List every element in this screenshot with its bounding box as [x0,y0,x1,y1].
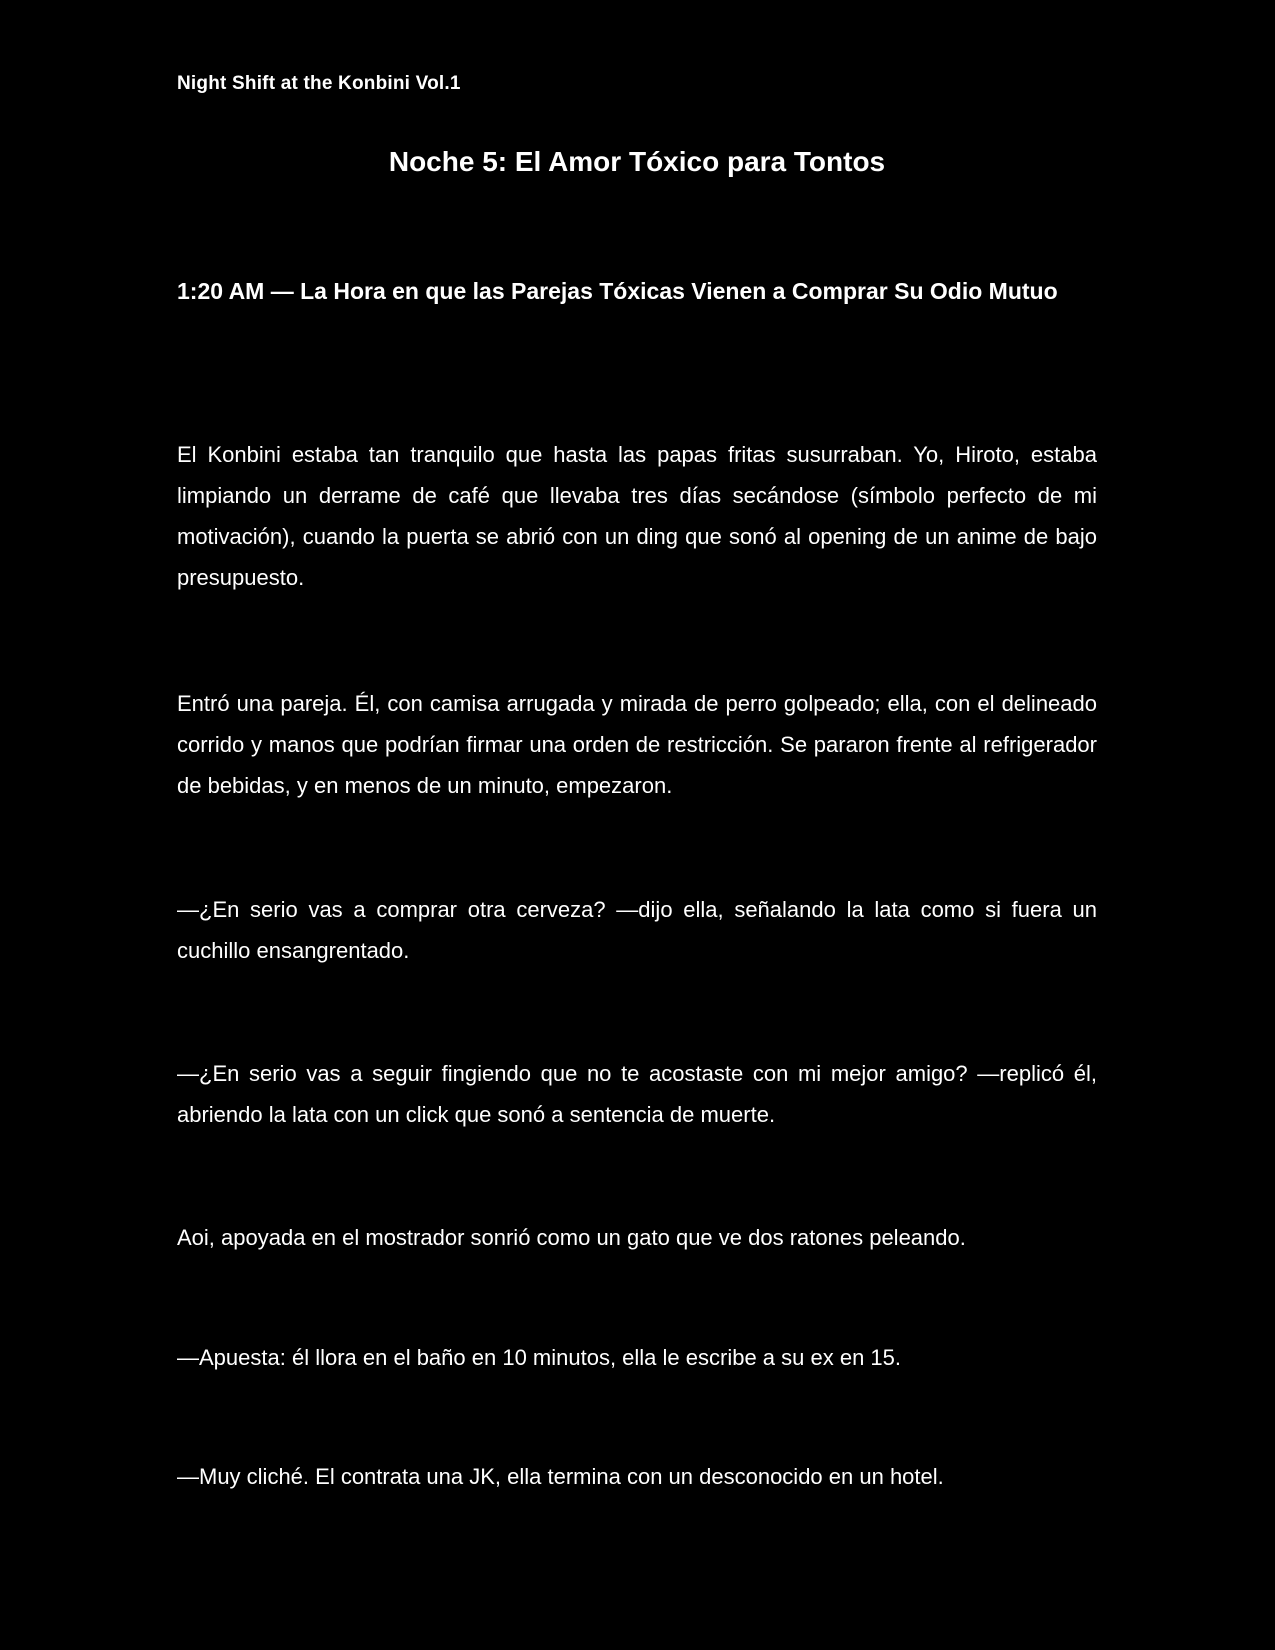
paragraph-6: —Apuesta: él llora en el baño en 10 minutos, ella le escribe a su ex en 15. [177,1345,902,1370]
running-header: Night Shift at the Konbini Vol.1 [177,73,461,94]
paragraph-5: Aoi, apoyada en el mostrador sonrió como un gato que ve dos ratones peleando. [177,1225,966,1250]
paragraph-3: —¿En serio vas a comprar otra cerveza? —dijo ella, señalando la lata como si fuera un cuchillo ensangrentado. [177,897,1097,963]
chapter-title: Noche 5: El Amor Tóxico para Tontos [388,146,886,177]
paragraph-2: Entró una pareja. Él, con camisa arrugada y mirada de perro golpeado; ella, con el delineado corrido y manos que podrían firmar una orden de restricción. Se pararon frente al refrigerador de bebidas, y en menos de un minuto, empezaron. [177,691,1097,798]
paragraph-7: —Muy cliché. El contrata una JK, ella termina con un desconocido en un hotel. [177,1464,944,1489]
paragraph-4: —¿En serio vas a seguir fingiendo que no te acostaste con mi mejor amigo? —replicó él, abriendo la lata con un click que sonó a sentencia de muerte. [177,1061,1097,1127]
paragraph-1: El Konbini estaba tan tranquilo que hasta las papas fritas susurraban. Yo, Hiroto, estaba limpiando un derrame de café que llevaba tres días secándose (símbolo perfecto de mi motivación), cuando la puerta se abrió con un ding que sonó al opening de un anime de bajo presupuesto. [177,442,1097,590]
section-heading: 1:20 AM — La Hora en que las Parejas Tóxicas Vienen a Comprar Su Odio Mutuo [177,278,1058,304]
